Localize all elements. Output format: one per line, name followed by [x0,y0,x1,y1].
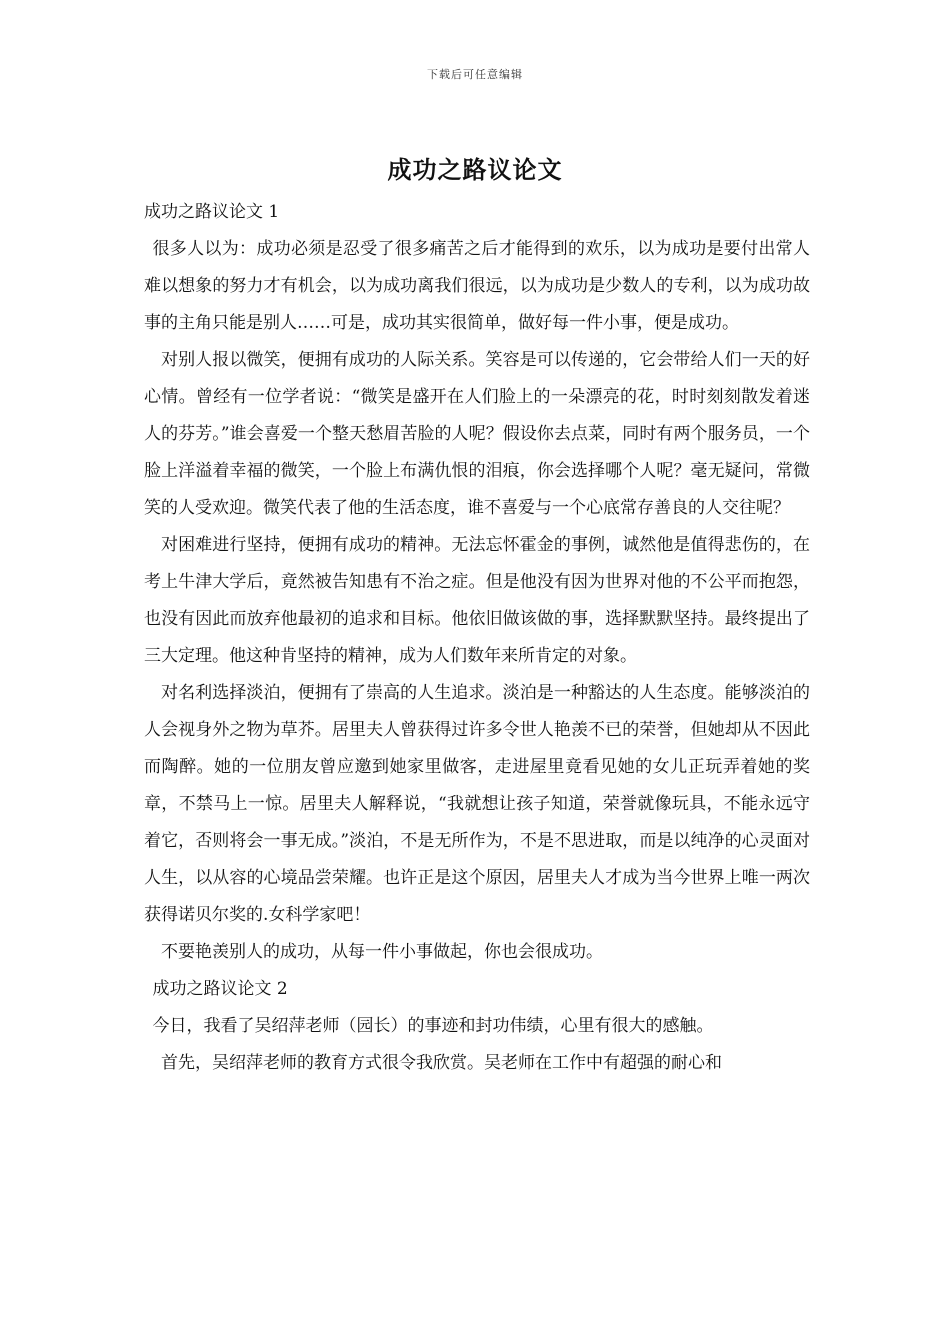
section-heading: 成功之路议论文 1 [144,202,280,222]
paragraph: 对名利选择淡泊，便拥有了崇高的人生追求。淡泊是一种豁达的人生态度。能够淡泊的人会视身外之物为草芥。居里夫人曾获得过许多令世人艳羡不已的荣誉，但她却从不因此而陶醉。她的一位朋友曾应邀到她家里做客，走进屋里竟看见她的女儿正玩弄着她的奖章，不禁马上一惊。居里夫人解释说，“我就想让孩子知道，荣誉就像玩具，不能永远守着它，否则将会一事无成。”淡泊，不是无所作为，不是不思进取，而是以纯净的心灵面对人生，以从容的心境品尝荣耀。也许正是这个原因，居里夫人才成为当今世界上唯一两次获得诺贝尔奖的.女科学家吧！ [144,683,810,925]
paragraph: 很多人以为：成功必须是忍受了很多痛苦之后才能得到的欢乐，以为成功是要付出常人难以想象的努力才有机会，以为成功离我们很远，以为成功是少数人的专利，以为成功故事的主角只能是别人……可是，成功其实很简单，做好每一件小事，便是成功。 [144,239,810,333]
section-heading: 成功之路议论文 2 [152,979,288,999]
paragraph: 今日，我看了吴绍萍老师（园长）的事迹和封功伟绩，心里有很大的感触。 [152,1016,714,1036]
document-body [144,194,810,1082]
paragraph: 对别人报以微笑，便拥有成功的人际关系。笑容是可以传递的，它会带给人们一天的好心情。曾经有一位学者说：“微笑是盛开在人们脸上的一朵漂亮的花，时时刻刻散发着迷人的芬芳。”谁会喜爱一个整天愁眉苦脸的人呢？假设你去点菜，同时有两个服务员，一个脸上洋溢着幸福的微笑，一个脸上布满仇恨的泪痕，你会选择哪个人呢？毫无疑问，常微笑的人受欢迎。微笑代表了他的生活态度，谁不喜爱与一个心底常存善良的人交往呢？ [144,350,810,518]
document-title: 成功之路议论文 [387,155,563,184]
header-note: 下载后可任意编辑 [427,68,523,81]
paragraph: 对困难进行坚持，便拥有成功的精神。无法忘怀霍金的事例，诚然他是值得悲伤的，在考上牛津大学后，竟然被告知患有不治之症。但是他没有因为世界对他的不公平而抱怨，也没有因此而放弃他最初的追求和目标。他依旧做该做的事，选择默默坚持。最终提出了三大定理。他这种肯坚持的精神，成为人们数年来所肯定的对象。 [144,535,810,666]
paragraph: 首先，吴绍萍老师的教育方式很令我欣赏。吴老师在工作中有超强的耐心和 [161,1053,722,1073]
paragraph: 不要艳羡别人的成功，从每一件小事做起，你也会很成功。 [161,942,603,962]
